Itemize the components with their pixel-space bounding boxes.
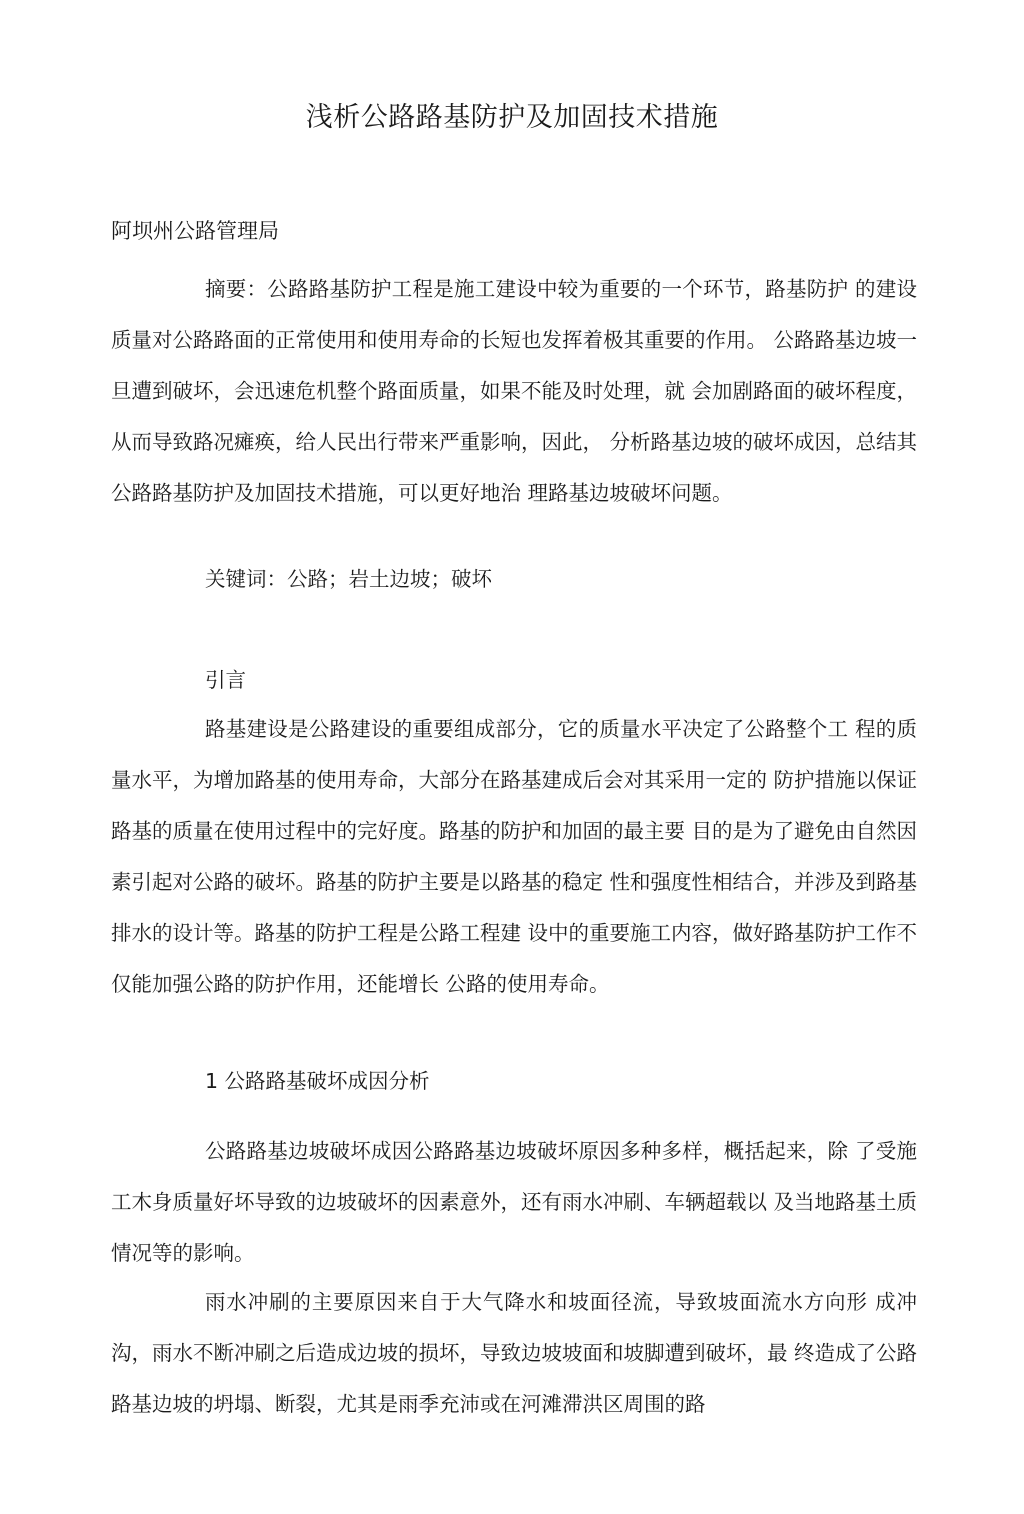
- section-heading: 1 公路路基破坏成因分析: [205, 1069, 430, 1093]
- document-title: 浅析公路路基防护及加固技术措施: [305, 102, 719, 133]
- section-paragraph-1: 公路路基边坡破坏成因公路路基边坡破坏原因多种多样，概括起来，除 了受施工木身质量好坏导致的边坡破坏的因素意外，还有雨水冲刷、车辆超载以 及当地路基土质情况等的影响。: [111, 1139, 918, 1265]
- keywords-line: 关键词：公路；岩土边坡；破坏: [205, 567, 492, 591]
- abstract-paragraph: 摘要：公路路基防护工程是施工建设中较为重要的一个环节，路基防护 的建设质量对公路路面的正常使用和使用寿命的长短也发挥着极其重要的作用。 公路路基边坡一旦遭到破坏，会迅速危机整个路面质量，如果不能及时处理，就 会加剧路面的破坏程度，从而导致路况瘫痪，给人民出行带来严重影响，因此， 分析路基边坡的破坏成因，总结其公路路基防护及加固技术措施，可以更好地治 理路基边坡破坏问题。: [111, 277, 918, 505]
- section-paragraph-2: 雨水冲刷的主要原因来自于大气降水和坡面径流，导致坡面流水方向形 成冲沟，雨水不断冲刷之后造成边坡的损坏，导致边坡坡面和坡脚遭到破坏，最 终造成了公路路基边坡的坍塌、断裂，尤其是雨季充沛或在河滩滞洪区周围的路: [111, 1290, 918, 1416]
- intro-paragraph: 路基建设是公路建设的重要组成部分，它的质量水平决定了公路整个工 程的质量水平，为增加路基的使用寿命，大部分在路基建成后会对其采用一定的 防护措施以保证路基的质量在使用过程中的完好度。路基的防护和加固的最主要 目的是为了避免由自然因素引起对公路的破坏。路基的防护主要是以路基的稳定 性和强度性相结合，并涉及到路基排水的设计等。路基的防护工程是公路工程建 设中的重要施工内容，做好路基防护工作不仅能加强公路的防护作用，还能增长 公路的使用寿命。: [111, 717, 918, 996]
- intro-heading: 引言: [205, 668, 246, 692]
- author-line: 阿坝州公路管理局: [111, 219, 279, 243]
